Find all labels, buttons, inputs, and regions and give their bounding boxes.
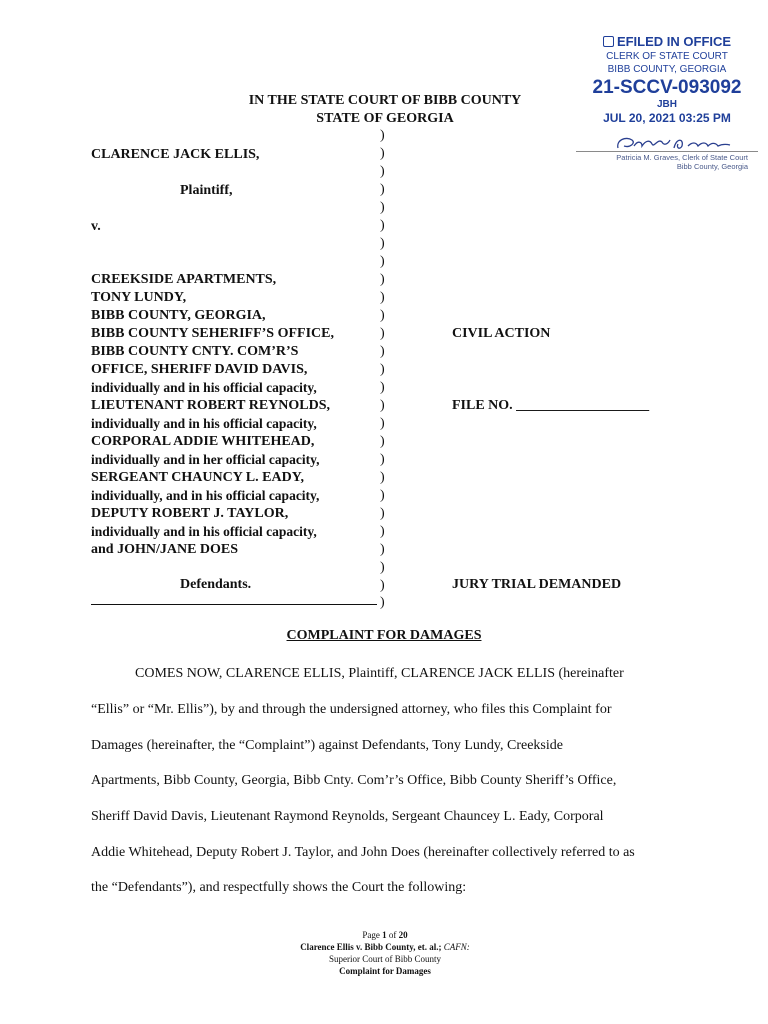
caption-paren: ) (380, 128, 385, 143)
footer-court: Superior Court of Bibb County (329, 954, 441, 964)
plaintiff-role: Plaintiff, (180, 183, 233, 198)
page-indicator: Page 1 of 20 (362, 930, 408, 940)
caption-paren: ) (380, 506, 385, 521)
clerk-name: Patricia M. Graves, Clerk of State Court (616, 153, 748, 162)
caption-paren: ) (380, 488, 385, 503)
body-line: the “Defendants”), and respectfully shows the Court the following: (91, 880, 467, 895)
footer-case-caption: Clarence Ellis v. Bibb County, et. al.; CAFN: (300, 942, 470, 952)
clerk-county: Bibb County, Georgia (676, 162, 748, 171)
defendant-line: OFFICE, SHERIFF DAVID DAVIS, (91, 362, 308, 377)
body-line: COMES NOW, CLARENCE ELLIS, Plaintiff, CLARENCE JACK ELLIS (hereinafter (135, 666, 624, 681)
caption-paren: ) (380, 595, 385, 610)
caption-paren: ) (380, 218, 385, 233)
efile-stamp (572, 34, 762, 126)
caption-paren: ) (380, 236, 385, 251)
defendant-line: individually and in his official capacity, (91, 524, 317, 539)
defendant-line: individually, and in his official capacity, (91, 488, 320, 503)
jury-demand-label: JURY TRIAL DEMANDED (452, 577, 622, 592)
defendant-line: TONY LUNDY, (91, 290, 187, 305)
footer-doc-title: Complaint for Damages (339, 966, 431, 976)
stamp-county-line: BIBB COUNTY, GEORGIA (607, 64, 727, 75)
caption-paren: ) (380, 524, 385, 539)
defendant-line: CREEKSIDE APARTMENTS, (91, 272, 277, 287)
plaintiff-name: CLARENCE JACK ELLIS, (91, 147, 260, 162)
caption-paren: ) (380, 416, 385, 431)
body-line: Addie Whitehead, Deputy Robert J. Taylor, and John Does (hereinafter collectively referred to as (91, 845, 635, 860)
clerk-signature-block (576, 134, 762, 171)
body-line: Apartments, Bibb County, Georgia, Bibb Cnty. Com’r’s Office, Bibb County Sheriff’s Office, (91, 773, 617, 788)
body-line: Sheriff David Davis, Lieutenant Raymond Reynolds, Sergeant Chauncey L. Eady, Corporal (91, 809, 604, 824)
case-number: 21-SCCV-093092 (592, 77, 742, 98)
caption-paren: ) (380, 200, 385, 215)
defendant-line: and JOHN/JANE DOES (91, 542, 239, 557)
caption-paren: ) (380, 452, 385, 467)
civil-action-label: CIVIL ACTION (452, 326, 551, 341)
versus: v. (91, 219, 101, 234)
signature-line (576, 151, 758, 152)
caption-paren: ) (380, 542, 385, 557)
caption-paren: ) (380, 308, 385, 323)
caption-paren: ) (380, 380, 385, 395)
defendant-line: individually and in his official capacity, (91, 416, 317, 431)
defendant-line: DEPUTY ROBERT J. TAYLOR, (91, 506, 289, 521)
stamp-initials: JBH (656, 99, 677, 110)
caption-paren: ) (380, 398, 385, 413)
caption-paren: ) (380, 254, 385, 269)
defendant-line: CORPORAL ADDIE WHITEHEAD, (91, 434, 315, 449)
stamp-icon (603, 36, 614, 47)
caption-paren: ) (380, 164, 385, 179)
court-state: STATE OF GEORGIA (316, 111, 454, 126)
caption-paren: ) (380, 326, 385, 341)
clerk-name-block (616, 153, 748, 171)
defendants-role: Defendants. (180, 577, 252, 592)
page-total: 20 (398, 930, 408, 940)
court-name: IN THE STATE COURT OF BIBB COUNTY (248, 93, 522, 108)
defendant-line: individually and in his official capacity, (91, 380, 317, 395)
caption-paren: ) (380, 434, 385, 449)
defendant-line: individually and in her official capacity, (91, 452, 320, 467)
caption-paren: ) (380, 272, 385, 287)
efiled-heading: EFILED IN OFFICE (572, 34, 762, 50)
caption-paren: ) (380, 344, 385, 359)
caption-paren: ) (380, 290, 385, 305)
caption-underline (91, 604, 377, 605)
caption-paren: ) (380, 560, 385, 575)
caption-paren: ) (380, 578, 385, 593)
body-line: Damages (hereinafter, the “Complaint”) against Defendants, Tony Lundy, Creekside (91, 738, 563, 753)
document-title: COMPLAINT FOR DAMAGES (286, 628, 482, 643)
page-number: 1 (382, 930, 387, 940)
caption-paren: ) (380, 362, 385, 377)
defendant-line: LIEUTENANT ROBERT REYNOLDS, (91, 398, 330, 413)
defendant-line: BIBB COUNTY CNTY. COM’R’S (91, 344, 299, 359)
file-number-label: FILE NO. ___________________ (452, 398, 650, 413)
body-line: “Ellis” or “Mr. Ellis”), by and through the undersigned attorney, who files this Complaint for (91, 702, 612, 717)
stamp-clerk-line: CLERK OF STATE COURT (606, 51, 728, 62)
stamp-date: JUL 20, 2021 03:25 PM (603, 111, 731, 125)
defendant-line: BIBB COUNTY SEHERIFF’S OFFICE, (91, 326, 334, 341)
defendant-line: BIBB COUNTY, GEORGIA, (91, 308, 266, 323)
defendant-line: SERGEANT CHAUNCY L. EADY, (91, 470, 305, 485)
caption-paren: ) (380, 470, 385, 485)
caption-paren: ) (380, 146, 385, 161)
caption-paren: ) (380, 182, 385, 197)
